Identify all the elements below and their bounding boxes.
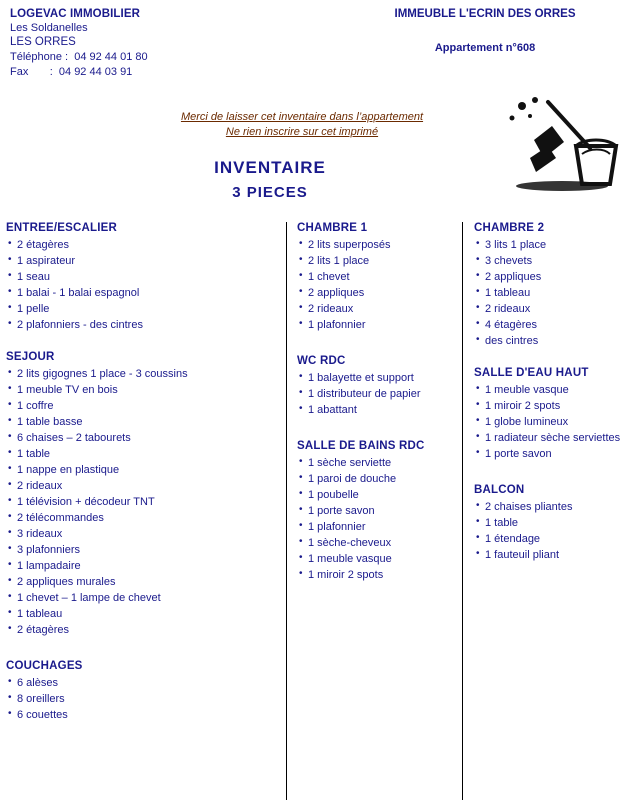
spacer xyxy=(6,640,278,660)
list-item: • 3 plafonniers xyxy=(6,542,278,558)
section-chambre-1 xyxy=(297,222,455,333)
list-item: • 1 sèche-cheveux xyxy=(297,535,455,551)
notice-line-1: Merci de laisser cet inventaire dans l’appartement xyxy=(180,111,424,123)
item-list xyxy=(6,675,278,723)
list-item: • 3 rideaux xyxy=(6,526,278,542)
section-wc-rdc xyxy=(297,355,455,418)
list-item: • 1 chevet xyxy=(297,269,455,285)
list-item: • 1 balayette et support xyxy=(297,370,455,386)
list-item: • 1 pelle xyxy=(6,301,278,317)
list-item: • 1 meuble vasque xyxy=(297,551,455,567)
column-middle xyxy=(297,222,455,585)
list-item: • 1 fauteuil pliant xyxy=(474,547,626,563)
list-item: • 1 balai - 1 balai espagnol xyxy=(6,285,278,301)
list-item: • 1 paroi de douche xyxy=(297,471,455,487)
item-list xyxy=(297,370,455,418)
list-item: • 1 aspirateur xyxy=(6,253,278,269)
list-item: • 1 télévision + décodeur TNT xyxy=(6,494,278,510)
list-item: • 2 rideaux xyxy=(6,478,278,494)
list-item: • 1 miroir 2 spots xyxy=(297,567,455,583)
list-item: • 2 chaises pliantes xyxy=(474,499,626,515)
section-title: WC RDC xyxy=(297,355,346,367)
company-city: LES ORRES xyxy=(10,36,76,48)
section-balcon xyxy=(474,484,626,563)
page-subtitle: 3 PIECES xyxy=(232,184,308,201)
item-list xyxy=(297,237,455,333)
section-sejour xyxy=(6,351,278,638)
section-title: BALCON xyxy=(474,484,525,496)
list-item: • 1 radiateur sèche serviettes xyxy=(474,430,626,446)
company-name: LOGEVAC IMMOBILIER xyxy=(10,8,141,20)
section-salle-deau-haut xyxy=(474,367,626,462)
section-chambre-2 xyxy=(474,222,626,349)
list-item: • 4 étagères xyxy=(474,317,626,333)
column-divider-2 xyxy=(462,222,463,800)
column-divider-1 xyxy=(286,222,287,800)
list-item: • 6 couettes xyxy=(6,707,278,723)
list-item: • 1 tableau xyxy=(6,606,278,622)
inventory-columns xyxy=(0,222,630,800)
list-item: • 1 table xyxy=(474,515,626,531)
list-item: • 2 rideaux xyxy=(297,301,455,317)
section-couchages xyxy=(6,660,278,723)
spacer xyxy=(474,351,626,367)
section-title: COUCHAGES xyxy=(6,660,83,672)
list-item: • 2 étagères xyxy=(6,622,278,638)
list-item: • 2 télécommandes xyxy=(6,510,278,526)
section-title: SALLE DE BAINS RDC xyxy=(297,440,425,452)
item-list xyxy=(6,366,278,638)
list-item: • 1 nappe en plastique xyxy=(6,462,278,478)
list-item: • 1 sèche serviette xyxy=(297,455,455,471)
list-item: • 1 étendage xyxy=(474,531,626,547)
list-item: • 1 meuble TV en bois xyxy=(6,382,278,398)
company-address-line: Les Soldanelles xyxy=(10,22,88,34)
list-item: • 1 table xyxy=(6,446,278,462)
building-name: IMMEUBLE L'ECRIN DES ORRES xyxy=(394,8,576,20)
list-item: • 2 rideaux xyxy=(474,301,626,317)
list-item: • 1 porte savon xyxy=(474,446,626,462)
list-item: • 6 chaises – 2 tabourets xyxy=(6,430,278,446)
list-item: • 1 porte savon xyxy=(297,503,455,519)
section-title: CHAMBRE 2 xyxy=(474,222,545,234)
item-list xyxy=(474,382,626,462)
list-item: • 2 appliques murales xyxy=(6,574,278,590)
section-title: SALLE D'EAU HAUT xyxy=(474,367,589,379)
building-block xyxy=(340,8,630,54)
list-item: • 1 table basse xyxy=(6,414,278,430)
list-item: • 1 lampadaire xyxy=(6,558,278,574)
section-salle-de-bains-rdc xyxy=(297,440,455,583)
list-item: • 2 appliques xyxy=(297,285,455,301)
page-title: INVENTAIRE xyxy=(214,158,326,177)
item-list xyxy=(474,237,626,349)
mop-and-bucket-icon xyxy=(504,96,622,192)
list-item: • 1 tableau xyxy=(474,285,626,301)
spacer xyxy=(297,335,455,355)
notice-block xyxy=(132,110,472,140)
list-item: • 1 plafonnier xyxy=(297,317,455,333)
title-block xyxy=(0,158,540,201)
item-list xyxy=(474,499,626,563)
column-left xyxy=(6,222,278,725)
section-entree-escalier xyxy=(6,222,278,333)
item-list xyxy=(297,455,455,583)
list-item: • 1 seau xyxy=(6,269,278,285)
fax-row: Fax : 04 92 44 03 91 xyxy=(10,66,133,78)
list-item: • 1 poubelle xyxy=(297,487,455,503)
list-item: • 1 miroir 2 spots xyxy=(474,398,626,414)
list-item: • 1 chevet – 1 lampe de chevet xyxy=(6,590,278,606)
list-item: • 6 alèses xyxy=(6,675,278,691)
list-item: • 2 lits gigognes 1 place - 3 coussins xyxy=(6,366,278,382)
apartment-number: Appartement n°608 xyxy=(434,42,536,54)
list-item: • 8 oreillers xyxy=(6,691,278,707)
list-item: • 2 appliques xyxy=(474,269,626,285)
item-list xyxy=(6,237,278,333)
spacer xyxy=(474,464,626,484)
phone-row: Téléphone : 04 92 44 01 80 xyxy=(10,51,148,63)
document-header xyxy=(10,8,620,96)
list-item: • 3 chevets xyxy=(474,253,626,269)
list-item: • 1 abattant xyxy=(297,402,455,418)
section-title: CHAMBRE 1 xyxy=(297,222,368,234)
list-item: • 1 plafonnier xyxy=(297,519,455,535)
list-item: • 3 lits 1 place xyxy=(474,237,626,253)
list-item: • 2 lits superposés xyxy=(297,237,455,253)
list-item: • 1 meuble vasque xyxy=(474,382,626,398)
column-right xyxy=(474,222,626,565)
list-item: • 2 lits 1 place xyxy=(297,253,455,269)
list-item: • 2 étagères xyxy=(6,237,278,253)
list-item: • 2 plafonniers - des cintres xyxy=(6,317,278,333)
list-item: • 1 distributeur de papier xyxy=(297,386,455,402)
notice-line-2: Ne rien inscrire sur cet imprimé xyxy=(225,126,379,138)
spacer xyxy=(297,420,455,440)
list-item: • 1 coffre xyxy=(6,398,278,414)
section-title: SEJOUR xyxy=(6,351,55,363)
list-item: • des cintres xyxy=(474,333,626,349)
section-title: ENTREE/ESCALIER xyxy=(6,222,117,234)
list-item: • 1 globe lumineux xyxy=(474,414,626,430)
company-block xyxy=(10,8,310,78)
spacer xyxy=(6,335,278,351)
